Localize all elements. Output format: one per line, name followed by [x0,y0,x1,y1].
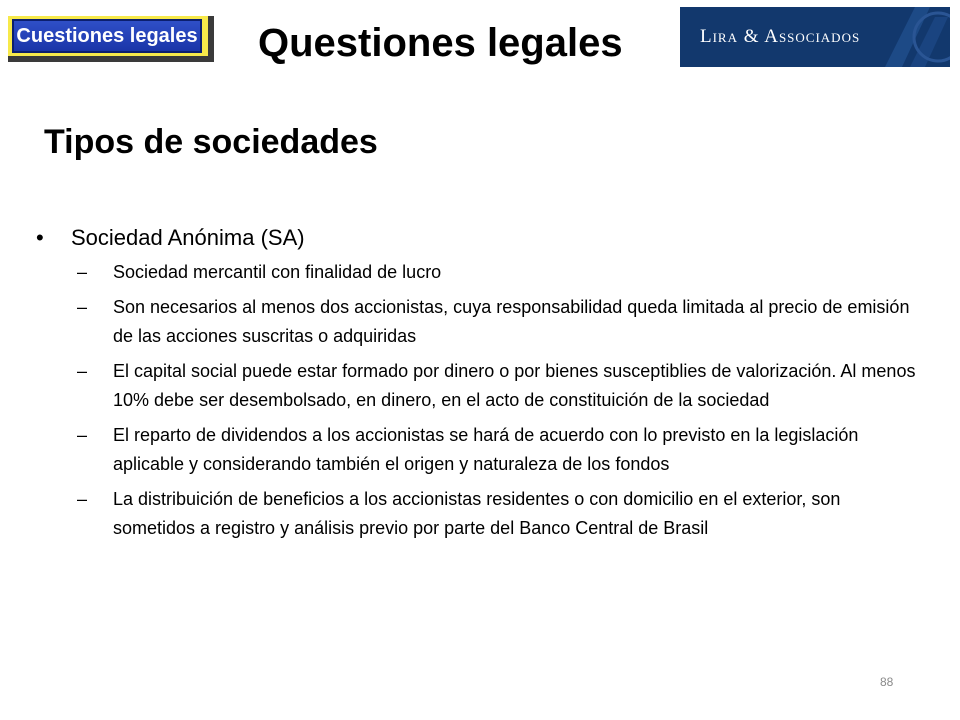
sub-bullet-item [36,421,926,479]
dash-marker: – [77,425,88,445]
sub-bullet-text: Sociedad mercantil con finalidad de lucro [113,262,442,282]
cuestiones-legales-badge [8,16,214,62]
main-title: Questiones legales [258,21,623,65]
badge-label: Cuestiones legales [12,19,202,53]
sub-bullet-text: Son necesarios al menos dos accionistas, cuya responsabilidad queda limitada al precio de emisión de las acciones suscritas o adquiridas [113,297,910,346]
bullet-text: Sociedad Anónima (SA) [71,225,305,250]
lira-associados-logo [680,7,950,67]
sub-bullet-item [36,293,926,351]
bullet-item [36,222,926,254]
dash-marker: – [77,297,88,317]
sub-bullet-item [36,258,926,287]
sub-bullet-item [36,357,926,415]
sub-bullet-item [36,485,926,543]
bullet-marker: • [36,225,44,250]
slide-content [36,222,926,549]
sub-bullet-text: El capital social puede estar formado por dinero o por bienes susceptiblies de valorización. Al menos 10% debe ser desembolsado, en dinero, en el acto de constituición de la sociedad [113,361,916,410]
dash-marker: – [77,361,88,381]
logo-text: Lira & Associados [700,26,861,47]
slide-subtitle: Tipos de sociedades [44,123,378,161]
sub-bullet-text: La distribuición de beneficios a los accionistas residentes o con domicilio en el exterior, son sometidos a registro y análisis previo por parte del Banco Central de Brasil [113,489,841,538]
dash-marker: – [77,262,88,282]
sub-bullet-text: El reparto de dividendos a los accionistas se hará de acuerdo con lo previsto en la legislación aplicable y considerando también el origen y naturaleza de los fondos [113,425,859,474]
dash-marker: – [77,489,88,509]
page-number: 88 [880,675,894,689]
